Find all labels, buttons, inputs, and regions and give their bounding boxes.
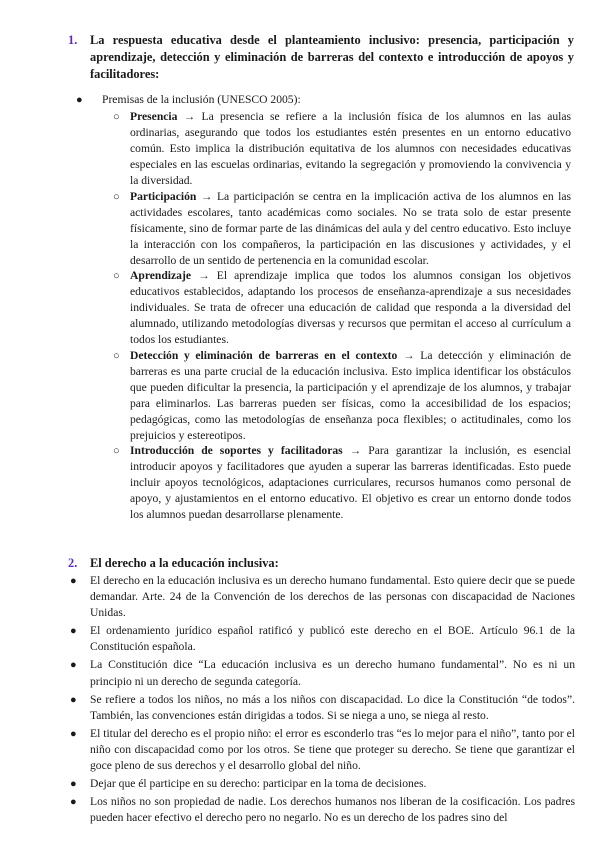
list-item xyxy=(70,657,575,689)
circle-bullet-icon: ○ xyxy=(113,445,120,457)
list-item-soportes xyxy=(113,443,571,523)
bullet-icon: ● xyxy=(76,94,83,106)
arrow-icon: → xyxy=(177,110,202,123)
section-2-title: El derecho a la educación inclusiva: xyxy=(90,556,279,570)
item-description: La presencia se refiere a la inclusión física de los alumnos en las aulas ordinarias, asegurando que todos los estudiantes estén presentes en un entorno educativo común. Esto implica la distribución equitativa de los alumnos con necesidades educativas especiales en las escuelas ordinarias, evitando la segregación y promoviendo la convivencia y la diversidad. xyxy=(130,110,572,188)
circle-bullet-icon: ○ xyxy=(113,270,120,282)
list-item xyxy=(70,726,575,774)
list-item-text: Se refiere a todos los niños, no más a los niños con discapacidad. Lo dice la Constitución “de todos”. También, las convenciones están dirigidas a todos. Si se niega a uno, se niega al resto. xyxy=(90,692,575,722)
list-item-text: La Constitución dice “La educación inclusiva es un derecho humano fundamental”. No es ni un principio ni un derecho de segunda categoría. xyxy=(90,658,575,688)
term-label: Participación xyxy=(130,190,197,203)
term-label: Detección y eliminación de barreras en el contexto xyxy=(130,349,398,362)
premise-text: Premisas de la inclusión (UNESCO 2005): xyxy=(102,93,301,106)
section-1-number: 1. xyxy=(68,33,78,47)
list-item-text xyxy=(130,109,571,189)
bullet-icon: ● xyxy=(70,625,77,638)
list-item-text: El derecho en la educación inclusiva es un derecho humano fundamental. Esto quiere decir que se puede demandar. Arte. 24 de la Convención de los derechos de las personas con discapacidad de Naciones Unidas. xyxy=(90,574,575,620)
bullet-icon: ● xyxy=(70,727,77,740)
list-item-aprendizaje xyxy=(113,268,571,348)
arrow-icon: → xyxy=(342,444,369,457)
item-description: La participación se centra en la implicación activa de los alumnos en las actividades escolares, tanto académicas como sociales. No se trata solo de estar presente físicamente, sino de formar parte de las dinámicas del aula y del centro educativo. Esto incluye la interacción con los compañeros, la participación en las discusiones y actividades, y el desarrollo de un sentido de pertenencia en la comunidad escolar. xyxy=(130,190,571,268)
list-item-text xyxy=(130,268,571,348)
bullet-icon: ● xyxy=(70,693,77,706)
item-description: La detección y eliminación de barreras es una parte crucial de la educación inclusiva. Esto implica identificar los obstáculos que pueden dificultar la presencia, la participación y el aprendizaje de los alumnos, y trabajar para eliminarlos. Las barreras pueden ser físicas, como la accesibilidad de los espacios; pedagógicas, como las metodologías de enseñanza poca flexibles; o actitudinales, como los prejuicios y estereotipos. xyxy=(130,349,572,443)
arrow-icon: → xyxy=(190,269,217,282)
list-item-text: El titular del derecho es el propio niño: el error es esconderlo tras “es lo mejor para el niño”, tanto por el niño con discapacidad como por los otros. Se tiene que proteger su derecho. Se tiene que garantizar el goce pleno de sus derechos y el desarrollo global del niño. xyxy=(90,726,575,773)
term-label: Aprendizaje xyxy=(130,269,191,282)
section-1-title: La respuesta educativa desde el planteamiento inclusivo: presencia, participación y aprendizaje, detección y eliminación de barreras del contexto e introducción de apoyos y facilitadores: xyxy=(90,33,574,81)
section-2-list xyxy=(70,573,575,828)
arrow-icon: → xyxy=(397,349,421,362)
list-item-text: Los niños no son propiedad de nadie. Los derechos humanos nos liberan de la cosificación. Los padres pueden hacer efectivo el derecho pero no negarlo. No es un derecho de los padres sino del xyxy=(90,795,575,825)
list-item xyxy=(70,573,575,621)
list-item-text xyxy=(130,348,571,445)
circle-bullet-icon: ○ xyxy=(113,350,120,362)
item-description: Para garantizar la inclusión, es esencial introducir apoyos y facilitadores que ayuden a superar las barreras identificadas. Esto puede incluir apoyos tecnológicos, adaptaciones curriculares, recursos humanos como personal de apoyo, y ajustamientos en el entorno educativo. El objetivo es crear un entorno donde todos los alumnos puedan desarrollarse plenamente. xyxy=(130,444,572,522)
section-2-heading xyxy=(68,555,574,572)
list-item xyxy=(70,623,575,655)
list-item xyxy=(70,776,575,792)
arrow-icon: → xyxy=(196,190,217,203)
list-item-text xyxy=(130,443,571,523)
circle-bullet-icon: ○ xyxy=(113,191,120,203)
bullet-icon: ● xyxy=(70,796,77,809)
list-item xyxy=(70,692,575,724)
list-item-participacion xyxy=(113,189,571,269)
premise-item xyxy=(76,92,571,108)
list-item-barreras xyxy=(113,348,571,445)
section-1-heading xyxy=(68,32,574,83)
term-label: Presencia xyxy=(130,110,178,123)
bullet-icon: ● xyxy=(70,575,77,587)
list-item-text: Dejar que él participe en su derecho: participar en la toma de decisiones. xyxy=(90,777,427,791)
list-item xyxy=(70,794,575,826)
bullet-icon: ● xyxy=(70,659,77,672)
term-label: Introducción de soportes y facilitadoras xyxy=(130,444,343,457)
item-description: El aprendizaje implica que todos los alumnos consigan los objetivos educativos establecidos, adaptando los procesos de enseñanza-aprendizaje a sus necesidades individuales. Se trata de ofrecer una educación de calidad que responda a la diversidad del alumnado, utilizando metodologías diversas y recursos que permitan el acceso al currículum a todos los estudiantes. xyxy=(130,269,572,347)
list-item-text: El ordenamiento jurídico español ratificó y publicó este derecho en el BOE. Artículo 96.1 de la Constitución española. xyxy=(90,624,575,654)
section-2-number: 2. xyxy=(68,556,78,570)
bullet-icon: ● xyxy=(70,778,77,791)
circle-bullet-icon: ○ xyxy=(113,111,120,123)
list-item-text xyxy=(130,189,571,269)
list-item-presencia xyxy=(113,109,571,189)
